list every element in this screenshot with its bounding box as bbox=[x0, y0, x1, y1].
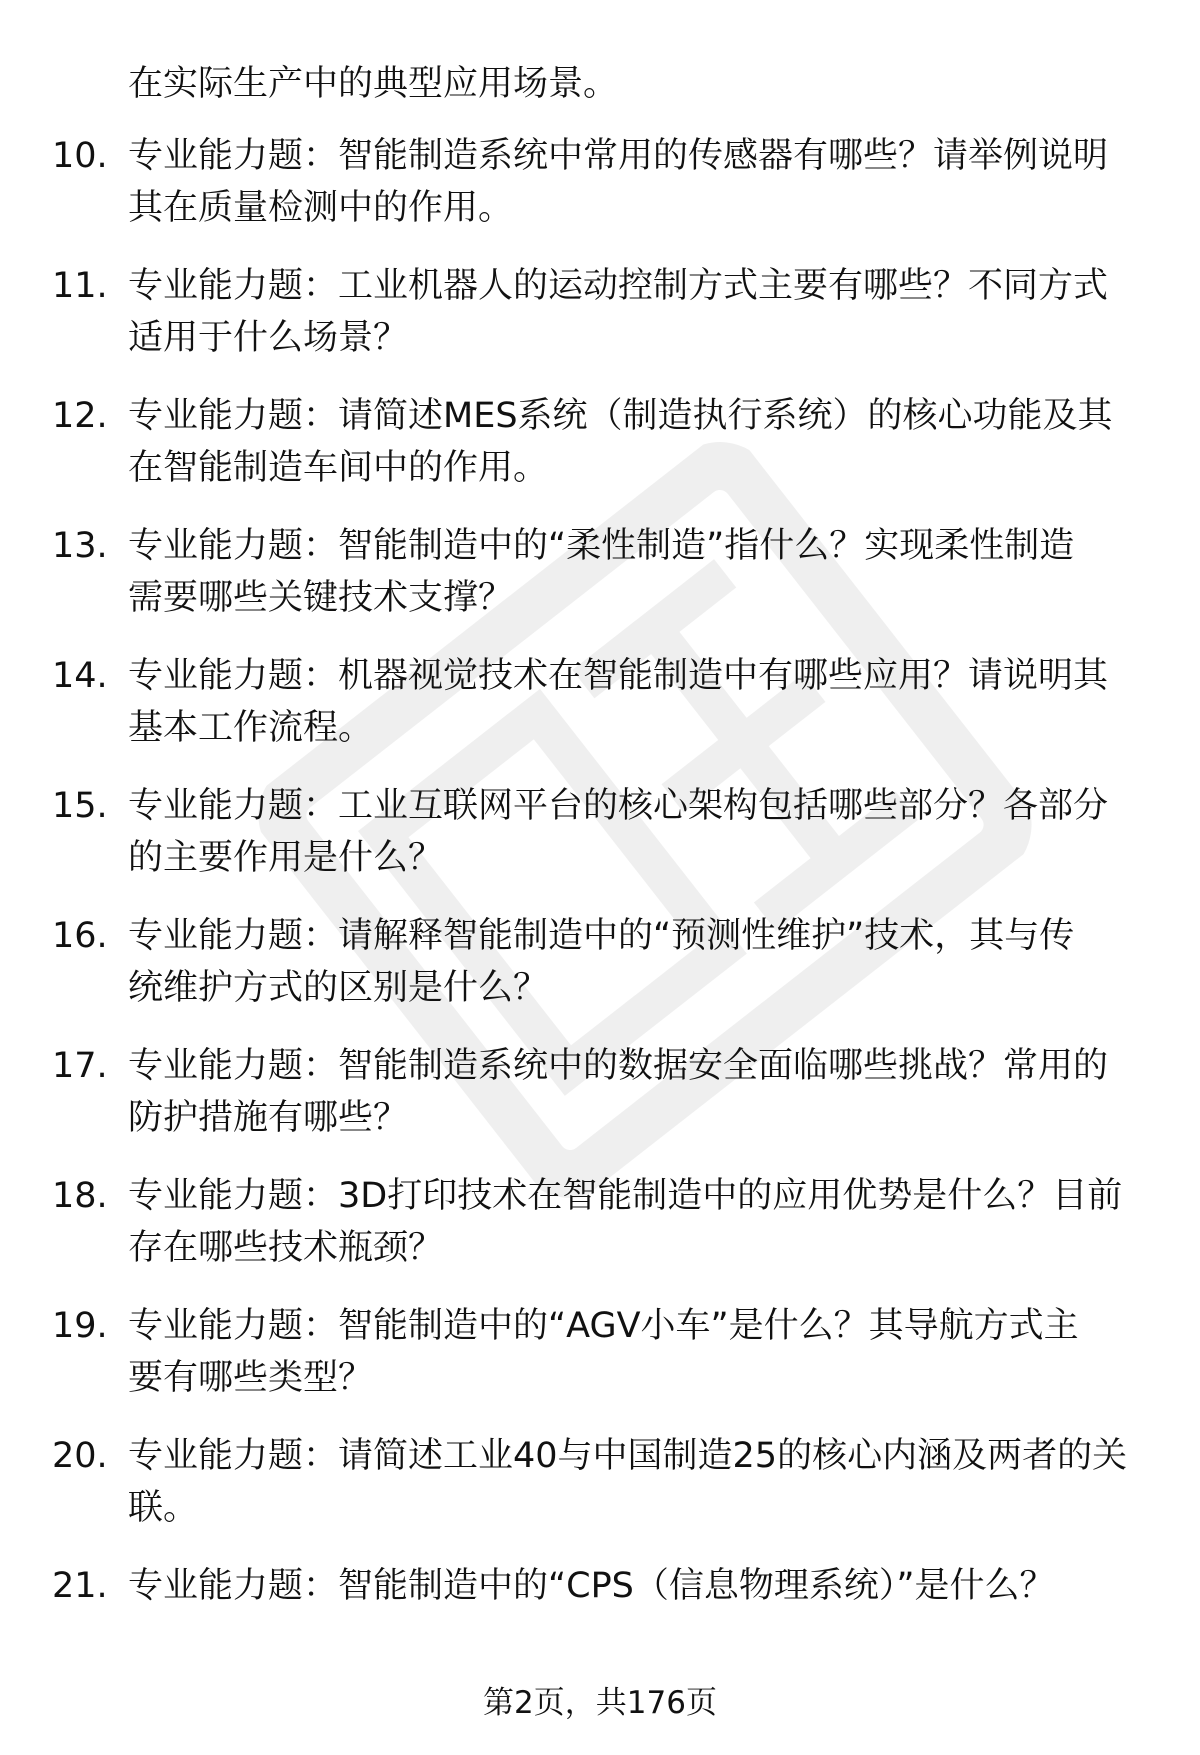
question-text-line: 专业能力题：请简述工业40与中国制造25的核心内涵及两者的关 bbox=[128, 1436, 1128, 1476]
question-number: 10. bbox=[52, 136, 108, 176]
question-number: 18. bbox=[52, 1176, 108, 1216]
question-text-line: 专业能力题：请简述MES系统（制造执行系统）的核心功能及其 bbox=[128, 396, 1113, 436]
question-item bbox=[0, 1040, 1200, 1170]
question-item bbox=[0, 520, 1200, 650]
question-item bbox=[0, 1300, 1200, 1430]
question-text-line: 专业能力题：智能制造中的“柔性制造”指什么？实现柔性制造 bbox=[128, 526, 1075, 566]
question-number: 20. bbox=[52, 1436, 108, 1476]
question-text-line: 专业能力题：智能制造中的“AGV小车”是什么？其导航方式主 bbox=[128, 1306, 1079, 1346]
question-text-line: 专业能力题：工业互联网平台的核心架构包括哪些部分？各部分 bbox=[128, 786, 1109, 826]
question-text-line: 基本工作流程。 bbox=[128, 708, 374, 748]
question-number: 16. bbox=[52, 916, 108, 956]
question-text-line: 存在哪些技术瓶颈？ bbox=[128, 1228, 444, 1268]
question-text-line: 适用于什么场景？ bbox=[128, 318, 409, 358]
question-item bbox=[0, 1170, 1200, 1300]
question-item bbox=[0, 390, 1200, 520]
question-text-line: 专业能力题：工业机器人的运动控制方式主要有哪些？不同方式 bbox=[128, 266, 1109, 306]
question-text-line: 其在质量检测中的作用。 bbox=[128, 188, 514, 228]
question-number: 14. bbox=[52, 656, 108, 696]
question-number: 21. bbox=[52, 1566, 108, 1606]
question-text-line: 联。 bbox=[128, 1488, 199, 1528]
page-footer: 第2页，共176页 bbox=[483, 1685, 717, 1721]
continuation-text: 在实际生产中的典型应用场景。 bbox=[128, 64, 619, 104]
question-text-line: 专业能力题：机器视觉技术在智能制造中有哪些应用？请说明其 bbox=[128, 656, 1109, 696]
question-item bbox=[0, 650, 1200, 780]
question-number: 19. bbox=[52, 1306, 108, 1346]
question-text-line: 要有哪些类型？ bbox=[128, 1358, 374, 1398]
question-item bbox=[0, 910, 1200, 1040]
question-text-line: 统维护方式的区别是什么？ bbox=[128, 968, 549, 1008]
question-text-line: 专业能力题：3D打印技术在智能制造中的应用优势是什么？目前 bbox=[128, 1176, 1123, 1216]
question-number: 12. bbox=[52, 396, 108, 436]
question-text-line: 专业能力题：请解释智能制造中的“预测性维护”技术，其与传 bbox=[128, 916, 1075, 956]
question-number: 11. bbox=[52, 266, 108, 306]
question-text-line: 需要哪些关键技术支撑？ bbox=[128, 578, 514, 618]
question-item bbox=[0, 1430, 1200, 1560]
question-item bbox=[0, 1560, 1200, 1690]
question-item bbox=[0, 260, 1200, 390]
question-text-line: 的主要作用是什么？ bbox=[128, 838, 444, 878]
question-text-line: 专业能力题：智能制造系统中常用的传感器有哪些？请举例说明 bbox=[128, 136, 1109, 176]
question-item bbox=[0, 130, 1200, 260]
question-text-line: 专业能力题：智能制造中的“CPS（信息物理系统）”是什么？ bbox=[128, 1566, 1055, 1606]
question-text-line: 在智能制造车间中的作用。 bbox=[128, 448, 549, 488]
question-text-line: 防护措施有哪些？ bbox=[128, 1098, 409, 1138]
question-number: 13. bbox=[52, 526, 108, 566]
question-text-line: 专业能力题：智能制造系统中的数据安全面临哪些挑战？常用的 bbox=[128, 1046, 1109, 1086]
question-number: 15. bbox=[52, 786, 108, 826]
question-number: 17. bbox=[52, 1046, 108, 1086]
question-item bbox=[0, 780, 1200, 910]
question-list bbox=[0, 130, 1200, 1690]
